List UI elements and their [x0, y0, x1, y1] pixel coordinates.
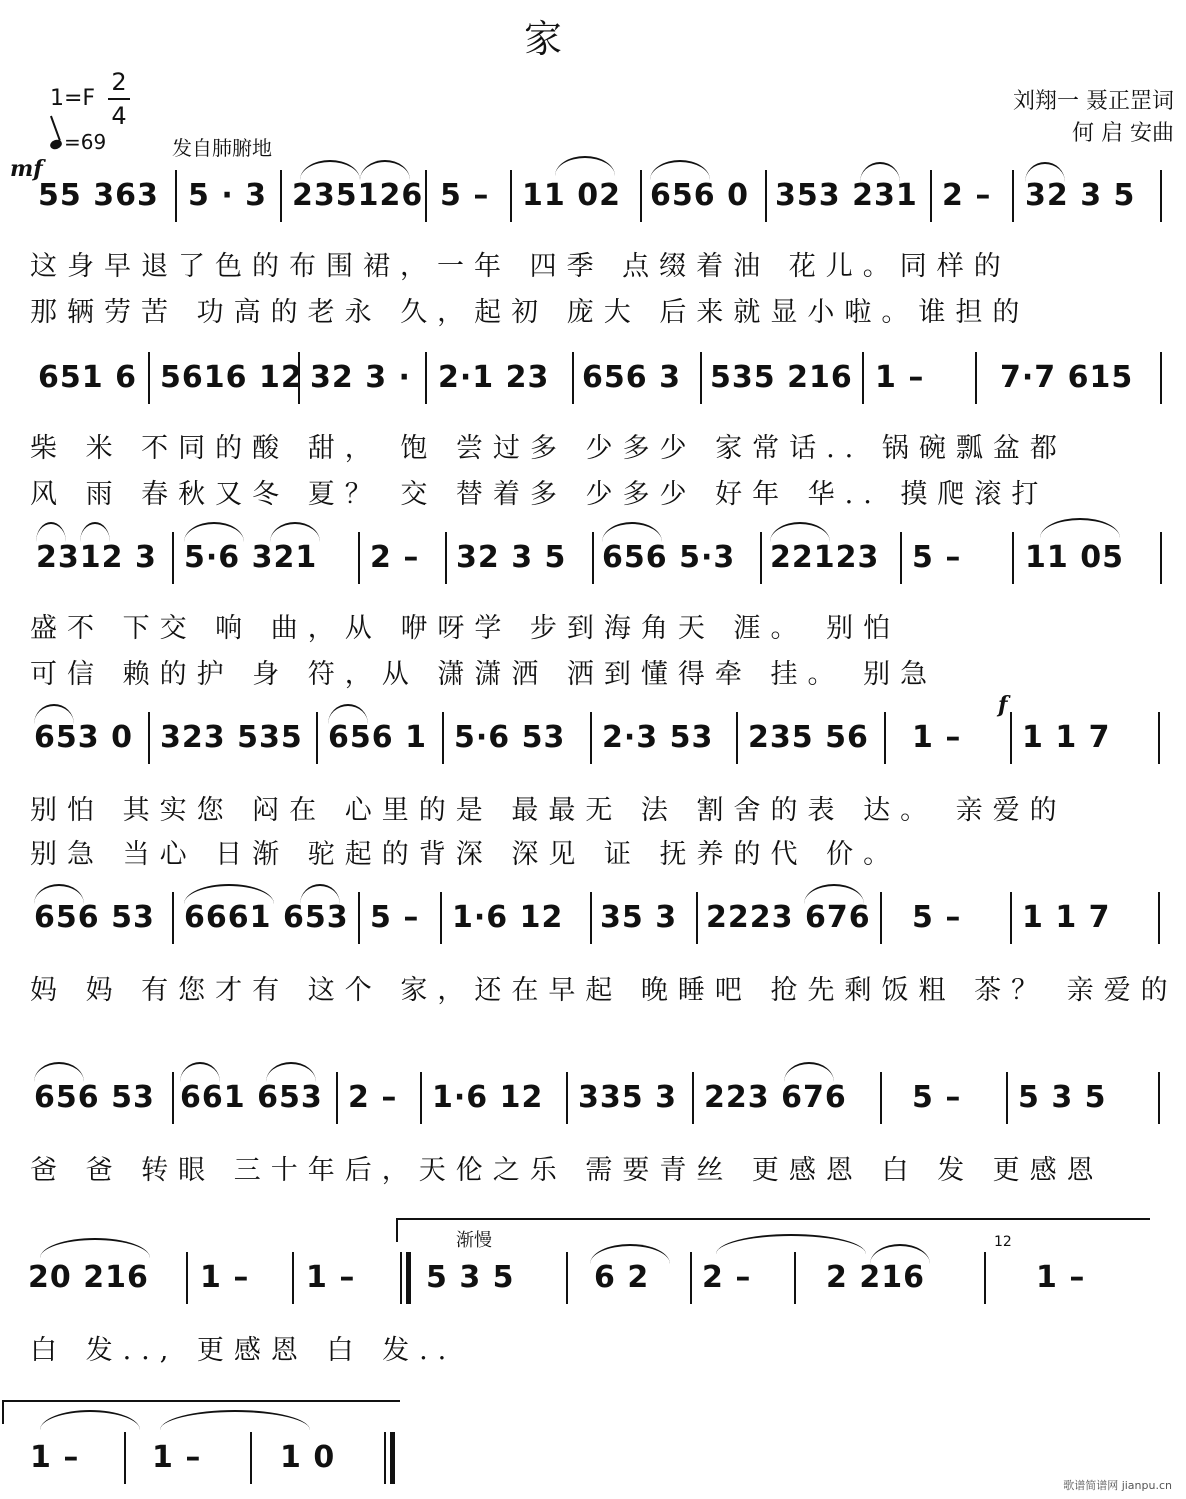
slur	[34, 884, 84, 904]
slur	[36, 522, 66, 542]
barline	[172, 532, 174, 584]
measure: 1 1 7	[1022, 720, 1111, 755]
time-signature	[108, 68, 130, 130]
measure: 223 676	[704, 1080, 847, 1115]
slur	[266, 1062, 316, 1082]
measure: 656 53	[34, 900, 155, 935]
barline	[250, 1432, 252, 1484]
lyric-line: 妈 妈 有您才有 这个 家，还在早起 晚睡吧 抢先剩饭粗 茶？ 亲爱的	[30, 975, 1178, 1006]
barline	[1160, 532, 1162, 584]
barline	[440, 892, 442, 944]
measure: 11 02	[522, 178, 621, 213]
barline	[358, 892, 360, 944]
barline	[442, 712, 444, 764]
barline	[292, 1252, 294, 1304]
measure: 1·6 12	[452, 900, 564, 935]
lyric-line: 可信 赖的护 身 符，从 潇潇洒 洒到懂得牵 挂。 别急	[30, 659, 938, 690]
barline	[590, 712, 592, 764]
barline	[880, 1072, 882, 1124]
barline	[1006, 1072, 1008, 1124]
measure: 6661 653	[184, 900, 349, 935]
measure: 2 –	[370, 540, 420, 575]
slur	[40, 1238, 150, 1258]
slur	[602, 522, 662, 542]
barline	[1158, 1072, 1160, 1124]
barline	[975, 352, 977, 404]
measure: 55 363	[38, 178, 159, 213]
measure: 1 –	[152, 1440, 202, 1475]
lyric-line: 白 发.., 更感恩 白 发..	[30, 1335, 457, 1366]
slur	[804, 884, 864, 904]
expression-marking: 发自肺腑地	[172, 136, 272, 160]
measure: 1 –	[1036, 1260, 1086, 1295]
barline	[736, 712, 738, 764]
measure: 11 05	[1025, 540, 1124, 575]
barline	[316, 712, 318, 764]
measure: 2·1 23	[438, 360, 550, 395]
measure: 1 1 7	[1022, 900, 1111, 935]
slur	[328, 704, 368, 724]
measure: 2223 676	[706, 900, 871, 935]
barline	[186, 1252, 188, 1304]
barline	[692, 1072, 694, 1124]
slur	[360, 160, 410, 180]
staff-line-2	[0, 352, 1186, 412]
slur	[184, 884, 274, 904]
repeat-barline-thick	[406, 1252, 411, 1304]
measure: 32 3 ·	[310, 360, 411, 395]
measure: 1 –	[875, 360, 925, 395]
lyric-line: 别怕 其实您 闷在 心里的是 最最无 法 割舍的表 达。 亲爱的	[30, 795, 1067, 826]
barline	[690, 1252, 692, 1304]
barline	[1010, 892, 1012, 944]
credits	[1013, 86, 1174, 150]
barline	[794, 1252, 796, 1304]
measure: 1 –	[30, 1440, 80, 1475]
slur	[1025, 162, 1065, 182]
measure: 2·3 53	[602, 720, 714, 755]
measure: 1 –	[200, 1260, 250, 1295]
measure: 5 –	[370, 900, 420, 935]
slur	[860, 162, 900, 182]
barline	[566, 1252, 568, 1304]
barline	[1158, 892, 1160, 944]
measure: 32 3 5	[456, 540, 567, 575]
slur	[270, 522, 320, 542]
measure: 5·6 321	[184, 540, 318, 575]
lyric-line: 柴 米 不同的酸 甜， 饱 尝过多 少多少 家常话.. 锅碗瓢盆都	[30, 433, 1067, 464]
measure: 22123	[770, 540, 880, 575]
measure: 2 –	[348, 1080, 398, 1115]
slur	[870, 1244, 930, 1264]
measure: 5 –	[912, 1080, 962, 1115]
slur	[1040, 518, 1120, 538]
measure: 535 216	[710, 360, 853, 395]
barline	[590, 892, 592, 944]
slur	[300, 160, 360, 180]
measure: 1·6 12	[432, 1080, 544, 1115]
barline	[510, 170, 512, 222]
barline	[445, 532, 447, 584]
staff-line-1	[0, 170, 1186, 230]
staff-line-6	[0, 1072, 1186, 1132]
barline	[572, 352, 574, 404]
barline	[420, 1072, 422, 1124]
tempo-marking	[50, 130, 106, 154]
staff-line-5	[0, 892, 1186, 952]
measure: 656 5·3	[602, 540, 736, 575]
measure: 661 653	[180, 1080, 323, 1115]
barline	[148, 352, 150, 404]
slur	[34, 704, 74, 724]
barline	[1158, 712, 1160, 764]
barline	[592, 532, 594, 584]
barline	[172, 892, 174, 944]
lyric-line: 那辆劳苦 功高的老永 久，起初 庞大 后来就显小啦。谁担的	[30, 297, 1030, 328]
barline	[425, 352, 427, 404]
slur	[590, 1244, 670, 1264]
measure: 653 0	[34, 720, 133, 755]
measure: 235126	[292, 178, 424, 213]
measure: 5·6 53	[454, 720, 566, 755]
measure: 1 –	[306, 1260, 356, 1295]
barline	[884, 712, 886, 764]
measure: 5 3 5	[426, 1260, 515, 1295]
volta-number: 12	[994, 1234, 1012, 1250]
barline	[1010, 712, 1012, 764]
barline	[1012, 532, 1014, 584]
barline	[984, 1252, 986, 1304]
measure: 32 3 5	[1025, 178, 1136, 213]
slur	[300, 884, 340, 904]
staff-line-3	[0, 532, 1186, 592]
watermark: 歌谱简谱网 jianpu.cn	[1063, 1479, 1172, 1492]
measure: 20 216	[28, 1260, 149, 1295]
measure: 656 0	[650, 178, 749, 213]
measure: 353 231	[775, 178, 918, 213]
dynamic-mf: mf	[10, 156, 43, 182]
measure: 2 216	[826, 1260, 925, 1295]
measure: 5 3 5	[1018, 1080, 1107, 1115]
measure: 5616 12	[160, 360, 303, 395]
slur	[184, 522, 244, 542]
measure: 323 535	[160, 720, 303, 755]
quarter-note-icon	[49, 138, 63, 151]
measure: 2312 3	[36, 540, 157, 575]
staff-line-7	[0, 1252, 1186, 1312]
time-signature-bottom: 4	[111, 102, 127, 130]
measure: 2 –	[942, 178, 992, 213]
lyric-line: 盛不 下交 响 曲，从 咿呀学 步到海角天 涯。 别怕	[30, 613, 901, 644]
staff-line-8	[0, 1432, 1186, 1492]
measure: 5 –	[440, 178, 490, 213]
final-barline	[384, 1432, 386, 1484]
time-signature-divider	[108, 98, 130, 100]
measure: 35 3	[600, 900, 678, 935]
barline	[1160, 352, 1162, 404]
barline	[700, 352, 702, 404]
measure: 656 3	[582, 360, 681, 395]
barline	[640, 170, 642, 222]
repeat-barline	[400, 1252, 402, 1304]
measure: 6 2	[594, 1260, 650, 1295]
measure: 2 –	[702, 1260, 752, 1295]
time-signature-top: 2	[111, 68, 127, 96]
measure: 656 53	[34, 1080, 155, 1115]
lyric-line: 别急 当心 日渐 驼起的背深 深见 证 抚养的代 价。	[30, 839, 901, 870]
barline	[760, 532, 762, 584]
barline	[148, 712, 150, 764]
tempo-value: =69	[64, 130, 107, 154]
barline	[930, 170, 932, 222]
measure: 656 1	[328, 720, 427, 755]
measure: 235 56	[748, 720, 869, 755]
barline	[1012, 170, 1014, 222]
barline	[1160, 170, 1162, 222]
barline	[280, 170, 282, 222]
staff-line-4	[0, 712, 1186, 772]
measure: 7·7 615	[1000, 360, 1134, 395]
lyric-line: 风 雨 春秋又冬 夏？ 交 替着多 少多少 好年 华.. 摸爬滚打	[30, 479, 1049, 510]
song-title: 家	[523, 17, 562, 61]
barline	[336, 1072, 338, 1124]
slur	[770, 522, 830, 542]
barline	[124, 1432, 126, 1484]
measure: 1 –	[912, 720, 962, 755]
slur	[784, 1062, 834, 1082]
ritardando-label: 渐慢	[456, 1230, 492, 1251]
dynamic-f: f	[998, 692, 1008, 718]
barline	[696, 892, 698, 944]
slur	[34, 1062, 84, 1082]
key-signature: 1=F	[50, 86, 96, 111]
barline	[900, 532, 902, 584]
barline	[765, 170, 767, 222]
slur	[180, 1062, 220, 1082]
measure: 5 –	[912, 900, 962, 935]
barline	[880, 892, 882, 944]
measure: 335 3	[578, 1080, 677, 1115]
lyric-line: 这身早退了色的布围裙，一年 四季 点缀着油 花儿。同样的	[30, 251, 1011, 282]
lyric-line: 爸 爸 转眼 三十年后，天伦之乐 需要青丝 更感恩 白 发 更感恩	[30, 1155, 1104, 1186]
slur	[555, 156, 615, 176]
slur	[650, 160, 710, 180]
slur	[80, 522, 110, 542]
measure: 1 0	[280, 1440, 336, 1475]
measure: 5 –	[912, 540, 962, 575]
barline	[172, 1072, 174, 1124]
barline	[358, 532, 360, 584]
composer: 何 启 安曲	[1072, 121, 1174, 146]
measure: 651 6	[38, 360, 137, 395]
barline	[425, 170, 427, 222]
lyricist: 刘翔一 聂正罡词	[1013, 89, 1174, 114]
barline	[566, 1072, 568, 1124]
final-barline-thick	[390, 1432, 395, 1484]
barline	[862, 352, 864, 404]
barline	[175, 170, 177, 222]
measure: 5 · 3	[188, 178, 268, 213]
